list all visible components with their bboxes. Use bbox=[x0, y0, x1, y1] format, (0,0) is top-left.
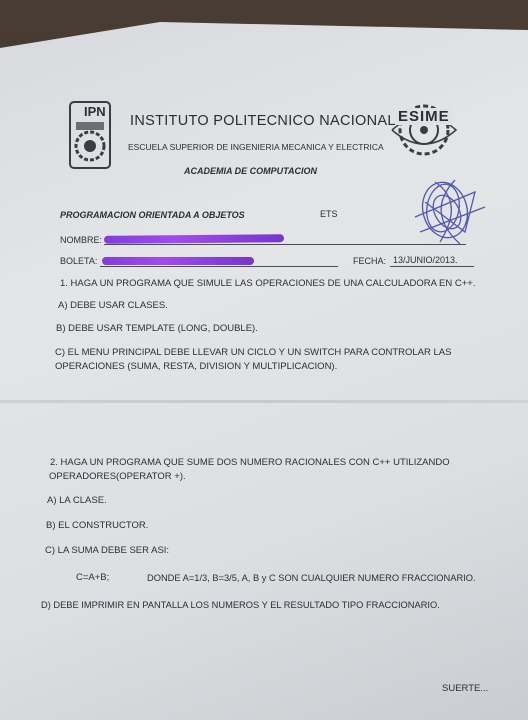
institution-title: INSTITUTO POLITECNICO NACIONAL bbox=[130, 113, 396, 129]
esime-logo-text: ESIME bbox=[395, 108, 453, 125]
name-redaction bbox=[104, 234, 284, 244]
q2-where-clause: DONDE A=1/3, B=3/5, A, B y C SON CUALQUIER NUMERO FRACCIONARIO. bbox=[147, 573, 476, 583]
boleta-underline bbox=[100, 266, 338, 267]
academy-name: ACADEMIA DE COMPUTACION bbox=[184, 166, 317, 176]
q1-item-c-line1: C) EL MENU PRINCIPAL DEBE LLEVAR UN CICLO Y UN SWITCH PARA CONTROLAR LAS bbox=[55, 347, 452, 358]
q2-prompt-line1: 2. HAGA UN PROGRAMA QUE SUME DOS NUMERO RACIONALES CON C++ UTILIZANDO bbox=[50, 457, 450, 468]
closing-text: SUERTE... bbox=[442, 683, 489, 694]
q2-item-d: D) DEBE IMPRIMIR EN PANTALLA LOS NUMEROS Y EL RESULTADO TIPO FRACCIONARIO. bbox=[41, 600, 440, 610]
q2-item-a: A) LA CLASE. bbox=[47, 495, 107, 506]
exam-type: ETS bbox=[320, 209, 338, 219]
q1-item-c-line2: OPERACIONES (SUMA, RESTA, DIVISION Y MULTIPLICACION). bbox=[55, 361, 338, 372]
fecha-underline bbox=[390, 266, 474, 267]
school-name: ESCUELA SUPERIOR DE INGENIERIA MECANICA Y ELECTRICA bbox=[128, 142, 384, 152]
name-label: NOMBRE: bbox=[60, 235, 103, 245]
fecha-label: FECHA: bbox=[353, 256, 387, 266]
q2-item-c: C) LA SUMA DEBE SER ASI: bbox=[45, 545, 170, 556]
fecha-value: 13/JUNIO/2013. bbox=[393, 255, 458, 265]
subject-label: PROGRAMACION ORIENTADA A OBJETOS bbox=[60, 210, 245, 220]
signature-scribble bbox=[405, 172, 495, 252]
q2-prompt-line2: OPERADORES(OPERATOR +). bbox=[49, 471, 186, 482]
boleta-label: BOLETA: bbox=[60, 256, 98, 266]
ipn-logo-text: IPN bbox=[84, 104, 106, 119]
paper-fold bbox=[0, 400, 528, 403]
q1-item-b: B) DEBE USAR TEMPLATE (LONG, DOUBLE). bbox=[56, 323, 258, 334]
boleta-redaction bbox=[102, 257, 254, 265]
name-underline bbox=[104, 244, 466, 245]
q1-item-a: A) DEBE USAR CLASES. bbox=[58, 300, 168, 311]
q2-formula: C=A+B; bbox=[76, 572, 110, 583]
q1-prompt: 1. HAGA UN PROGRAMA QUE SIMULE LAS OPERACIONES DE UNA CALCULADORA EN C++. bbox=[60, 278, 476, 289]
q2-item-b: B) EL CONSTRUCTOR. bbox=[46, 520, 149, 531]
